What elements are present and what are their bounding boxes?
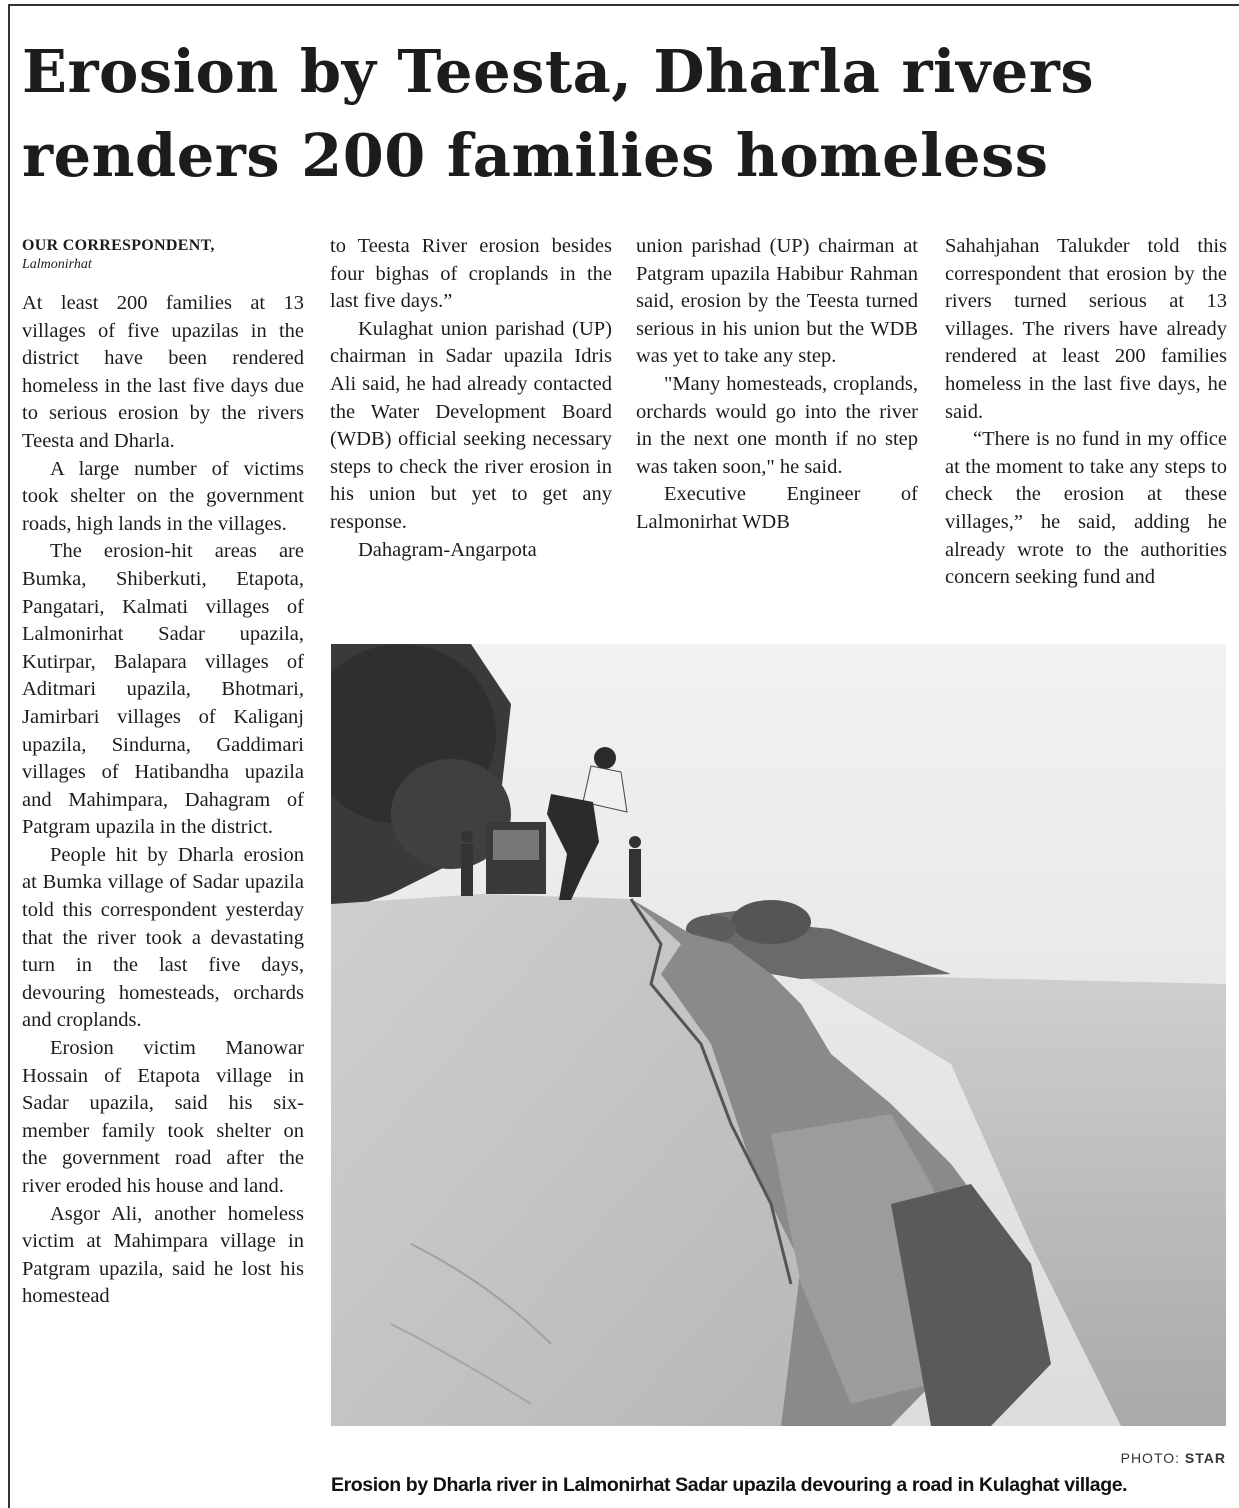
photo-credit-label: PHOTO: [1120, 1450, 1181, 1466]
paragraph: to Teesta River erosion besides four bighas of croplands in the last five days.” [330, 235, 612, 313]
headline: Erosion by Teesta, Dharla rivers renders 200 families homeless [22, 37, 1095, 190]
paragraph: Dahagram-Angarpota [358, 538, 537, 561]
photo-credit-source: STAR [1184, 1450, 1226, 1466]
photo-credit [1121, 1450, 1226, 1466]
byline-place: Lalmonirhat [22, 257, 92, 272]
paragraph: Kulaghat union parishad (UP) chairman in Sadar upazila Idris Ali said, he had already contacted the Water Development Board (WDB) official seeking necessary steps to check the river erosion in his union but yet to get any response. [330, 317, 612, 533]
photo-caption: Erosion by Dharla river in Lalmonirhat Sadar upazila devouring a road in Kulaghat village. [331, 1474, 1128, 1496]
paragraph: union parishad (UP) chairman at Patgram upazila Habibur Rahman said, erosion by the Teesta turned serious in his union but the WDB was yet to take any step. [636, 235, 918, 368]
paragraph: Erosion victim Manowar Hossain of Etapota village in Sadar upazila, said his six-member family took shelter on the government road after the river eroded his house and land. [22, 1037, 304, 1197]
news-photo [331, 644, 1226, 1426]
article-column-1 [22, 236, 304, 1508]
article-column-2 [330, 233, 612, 633]
article-column-4 [945, 233, 1227, 633]
paragraph: “There is no fund in my office at the moment to take any steps to check the erosion at these villages,” he said, adding he already wrote to the authorities concern seeking fund and [945, 428, 1227, 589]
paragraph: The erosion-hit areas are Bumka, Shiberkuti, Etapota, Pangatari, Kalmati villages of Lalmonirhat Sadar upazila, Kutirpar, Balapara villages of Aditmari upazila, Bhotmari, Jamirbari villages of Kaliganj upazila, Sindurna, Gaddimari villages of Hatibandha upazila and Mahimpara, Dahagram of Patgram upazila in the district. [22, 540, 304, 839]
riverbank-erosion-illustration [331, 644, 1226, 1426]
byline-name: OUR CORRESPONDENT, [22, 237, 215, 254]
top-rule [8, 4, 1239, 6]
paragraph: People hit by Dharla erosion at Bumka village of Sadar upazila told this correspondent yesterday that the river took a devastating turn in the last five days, devouring homesteads, orchards and croplands. [22, 843, 304, 1032]
paragraph: "Many homesteads, croplands, orchards would go into the river in the next one month if no step was taken soon," he said. [636, 372, 918, 478]
left-rule [8, 4, 10, 1508]
paragraph: Sahahjahan Talukder told this correspondent that erosion by the rivers turned serious at 13 villages. The rivers have already rendered at least 200 families homeless in the last five days, he said. [945, 235, 1227, 423]
paragraph: Executive Engineer of Lalmonirhat WDB [636, 483, 918, 533]
paragraph: Asgor Ali, another homeless victim at Mahimpara village in Patgram upazila, said he lost his homestead [22, 1202, 304, 1308]
article-column-3 [636, 233, 918, 633]
paragraph: At least 200 families at 13 villages of five upazilas in the district have been rendered homeless in the last five days due to serious erosion by the rivers Teesta and Dharla. [22, 292, 304, 452]
paragraph: A large number of victims took shelter on the government roads, high lands in the villages. [22, 457, 304, 535]
